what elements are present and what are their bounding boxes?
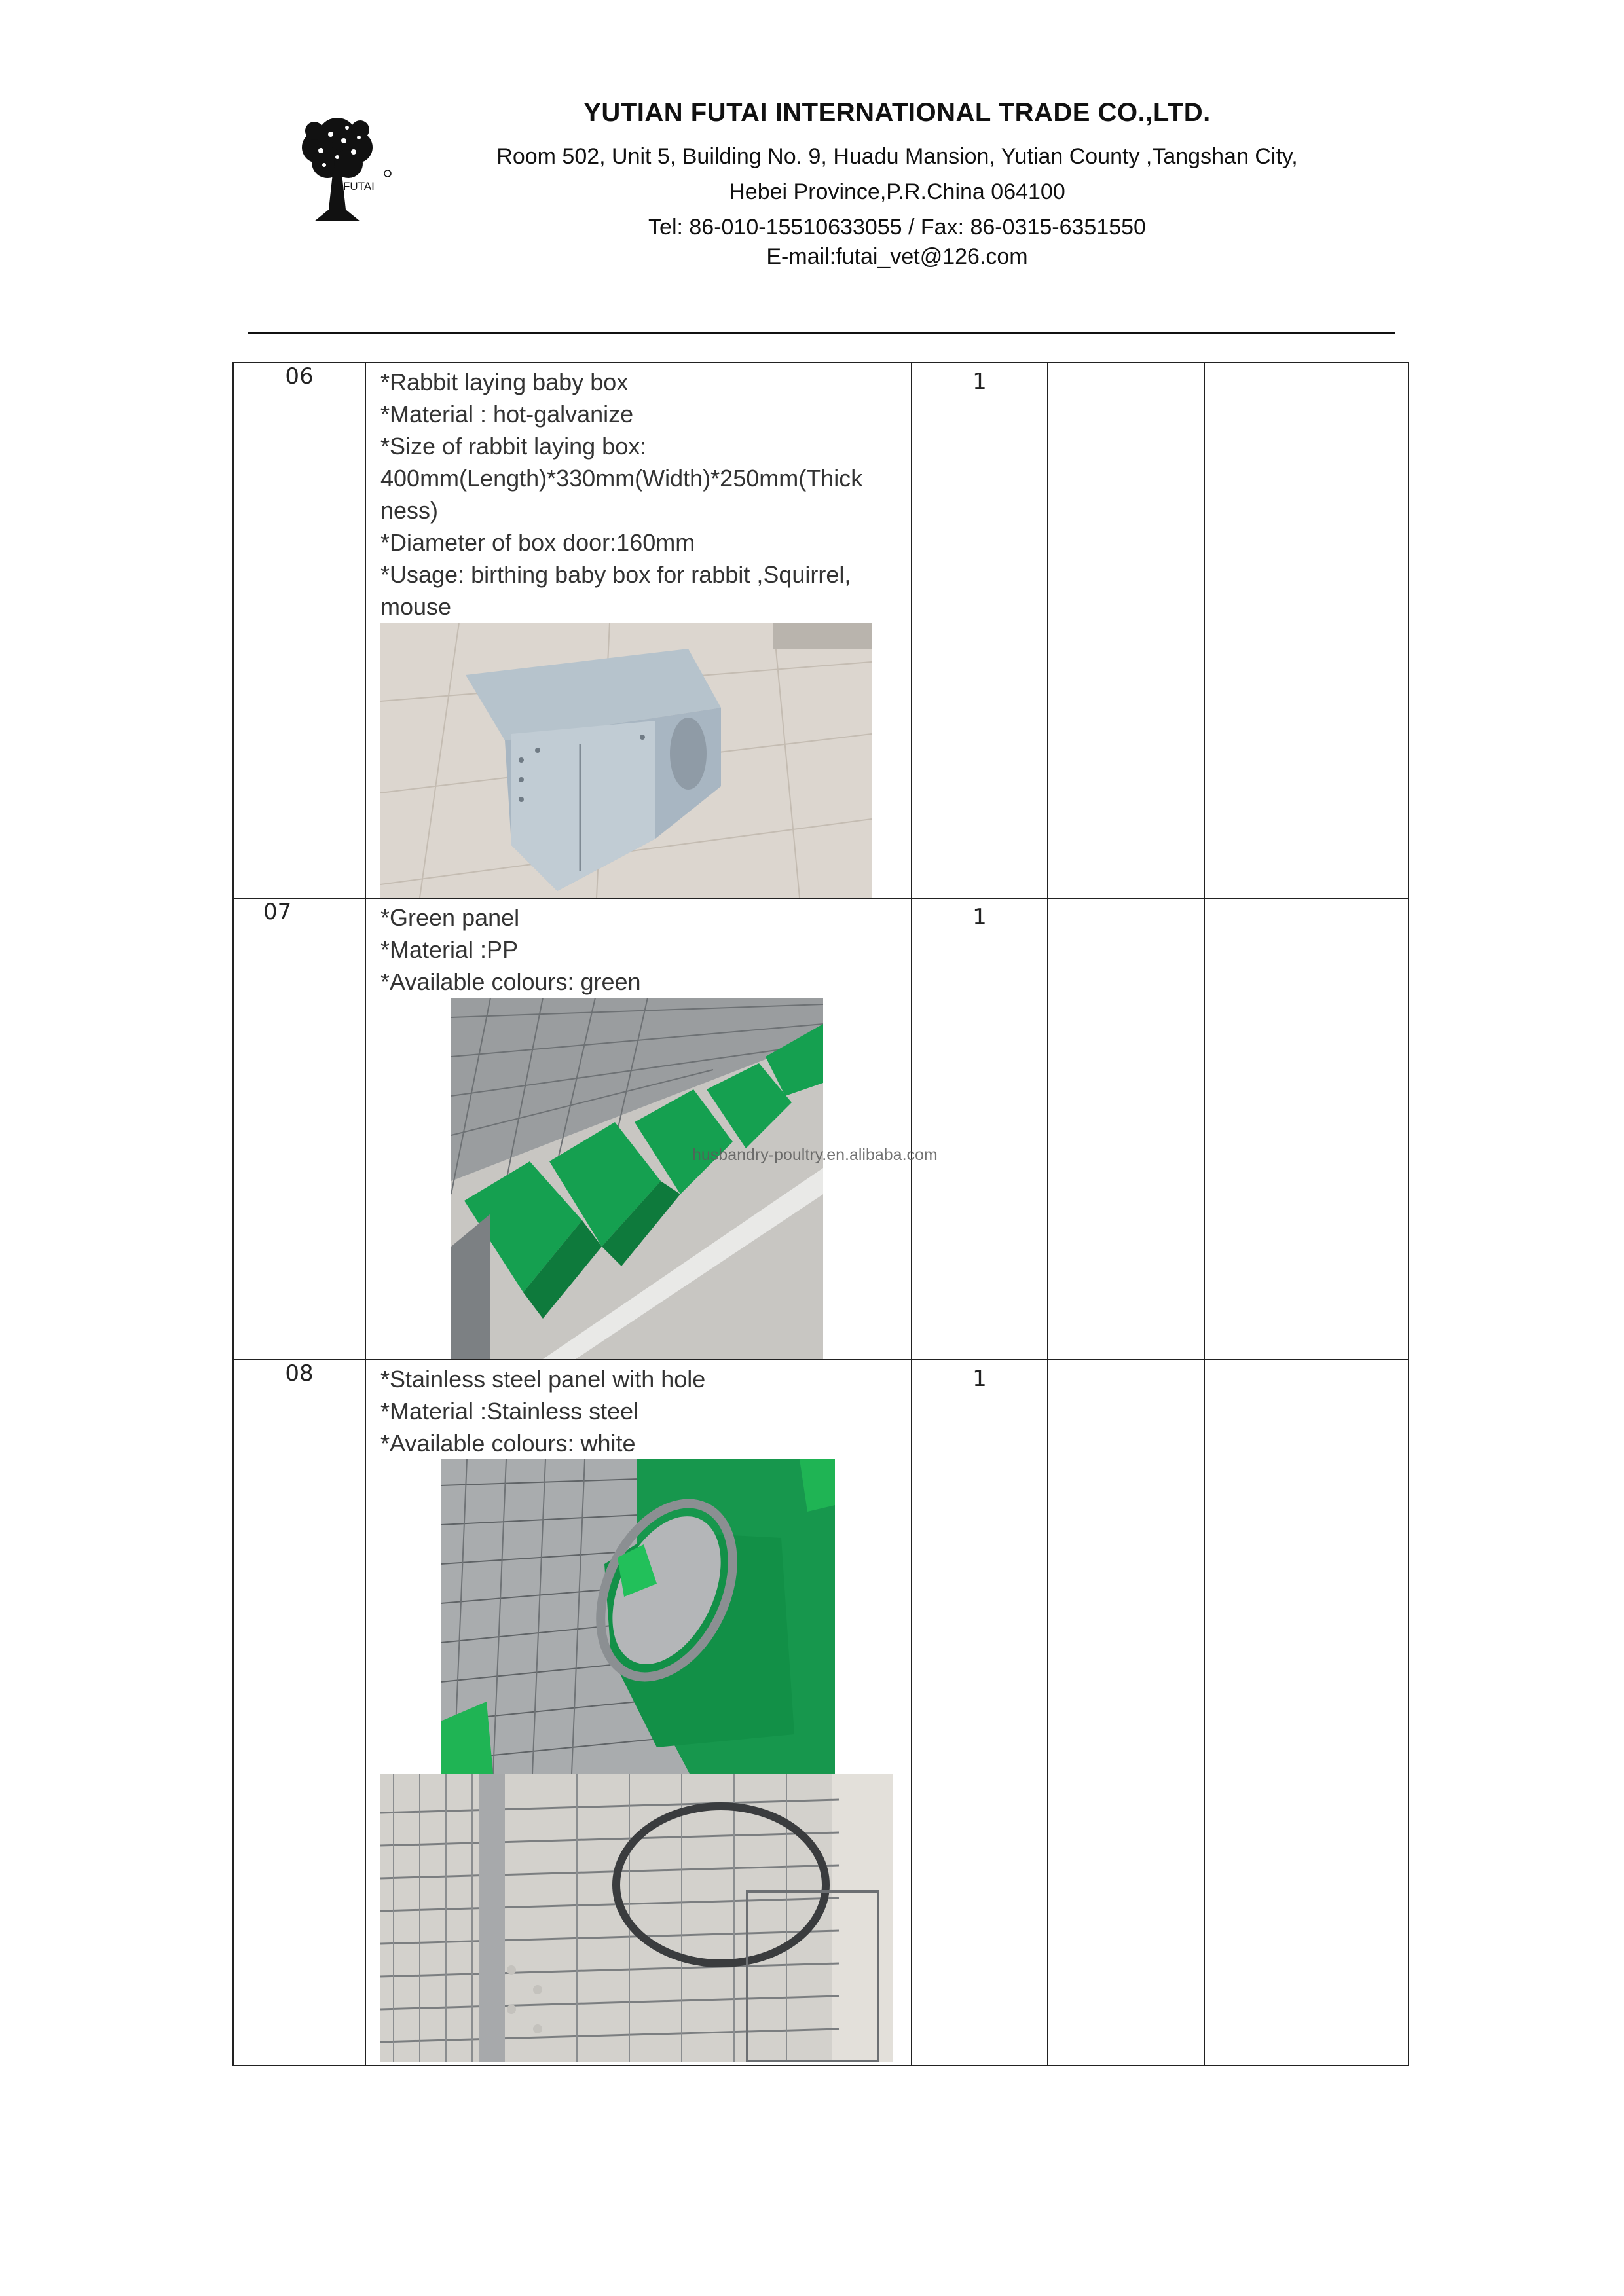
letterhead [0, 0, 1624, 340]
item-quantity-cell [912, 1360, 1048, 2066]
address-line-2: Hebei Province,P.R.China 064100 [729, 179, 1065, 204]
green-panel-with-ring-photo [441, 1459, 835, 1774]
svg-text:FUTAI: FUTAI [343, 180, 375, 192]
phone-fax: Tel: 86-010-15510633055 / Fax: 86-0315-6351550 [648, 215, 1146, 240]
item-description-cell [365, 1360, 912, 2066]
empty-cell [1048, 363, 1204, 898]
watermark: husbandry-poultry.en.alibaba.com [692, 1146, 938, 1164]
empty-cell [1048, 1360, 1204, 2066]
item-number: 07 [233, 898, 365, 1360]
item-number: 08 [233, 1360, 365, 2066]
product-table [232, 362, 1409, 2066]
table-row [233, 1360, 1409, 2066]
table-row [233, 898, 1409, 1360]
item-quantity: 1 [972, 1366, 987, 1392]
empty-cell [1048, 898, 1204, 1360]
header-divider [248, 332, 1395, 334]
futai-tree-logo [275, 111, 406, 226]
item-description: *Stainless steel panel with hole *Material :Stainless steel *Available colours: white [380, 1366, 706, 1457]
item-description: *Green panel *Material :PP *Available colours: green [380, 904, 641, 995]
empty-cell [1204, 1360, 1409, 2066]
item-quantity: 1 [972, 904, 987, 930]
rabbit-laying-box-photo [380, 623, 872, 898]
company-name: YUTIAN FUTAI INTERNATIONAL TRADE CO.,LTD. [583, 98, 1211, 127]
address-line-1: Room 502, Unit 5, Building No. 9, Huadu Mansion, Yutian County ,Tangshan City, [496, 144, 1298, 169]
email: E-mail:futai_vet@126.com [766, 244, 1028, 269]
empty-cell [1204, 898, 1409, 1360]
item-description-cell [365, 363, 912, 898]
stainless-steel-ring-photo [380, 1774, 893, 2062]
item-description: *Rabbit laying baby box *Material : hot-galvanize *Size of rabbit laying box: 400mm(Length)*330mm(Width)*250mm(Thick ness) *Diameter of box door:160mm *Usage: birthing baby box for rabbit ,Squirrel, mouse [380, 369, 863, 620]
item-quantity: 1 [972, 369, 987, 395]
item-quantity-cell [912, 363, 1048, 898]
item-description-cell [365, 898, 938, 1360]
empty-cell [1204, 363, 1409, 898]
item-quantity-cell [912, 898, 1048, 1360]
table-row [233, 363, 1409, 898]
green-panel-photo [451, 998, 823, 1359]
item-number: 06 [233, 363, 365, 898]
